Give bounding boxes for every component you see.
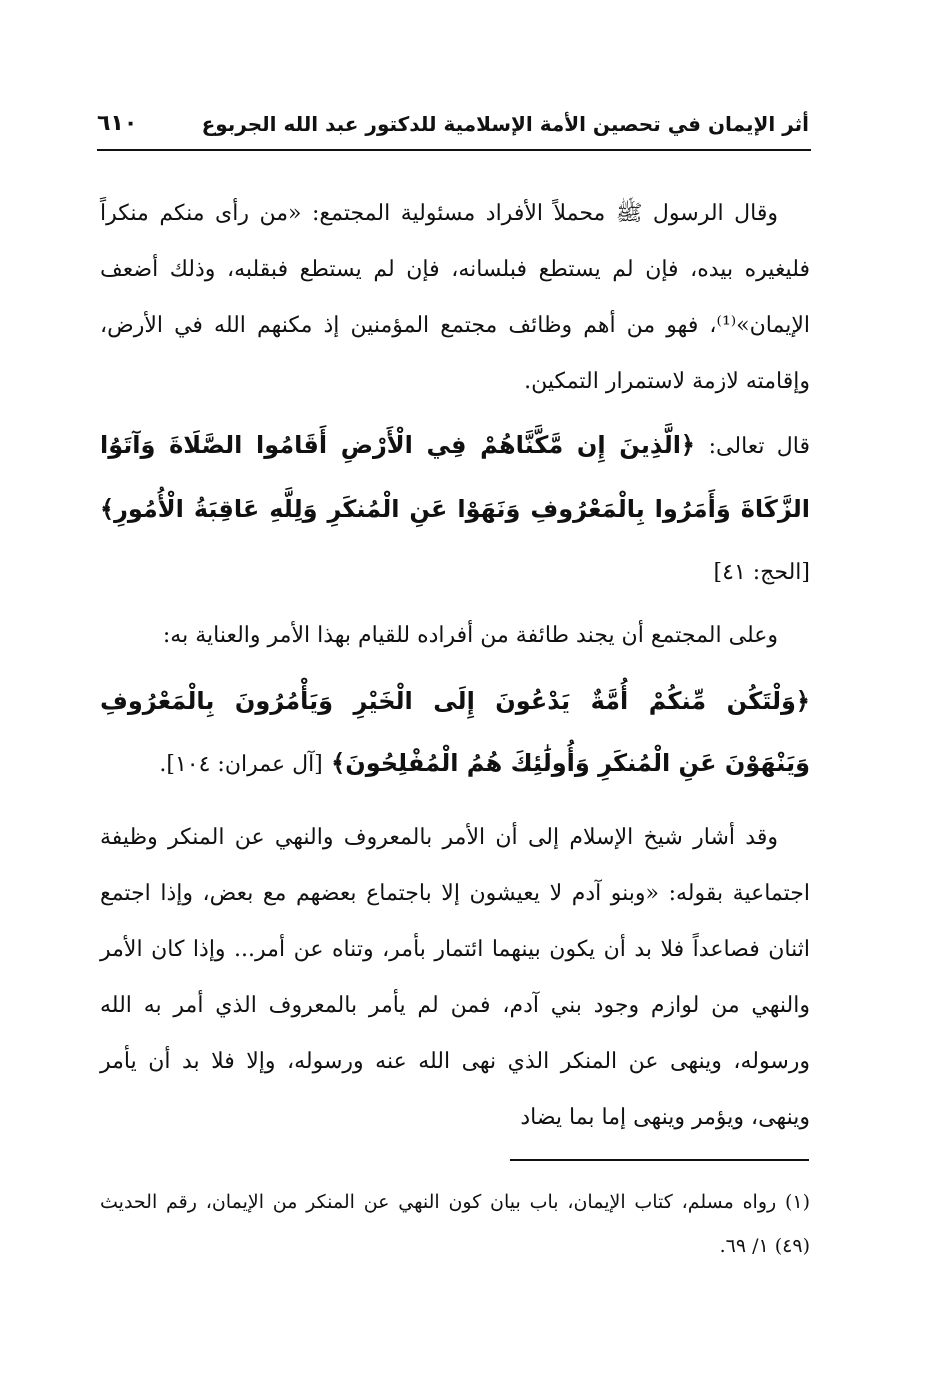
page-number: ٦١٠: [97, 111, 138, 136]
quran-verse-al-imran: [100, 670, 810, 796]
paragraph-community-duty: وعلى المجتمع أن يجند طائفة من أفراده للقيام بهذا الأمر والعناية به:: [162, 623, 778, 648]
verse-reference: [الحج: ٤١]: [713, 560, 810, 585]
paragraph-ibn-taymiyyah: وقد أشار شيخ الإسلام إلى أن الأمر بالمعروف والنهي عن المنكر وظيفة اجتماعية بقوله: «وبنو آدم لا يعيشون إلا باجتماع بعضهم مع بعض، وإذا اجتمع اثنان فصاعداً فلا بد أن يكون بينهما ائتمار بأمر، وتناه عن أمر... وإذا كان الأمر والنهي من لوازم وجود بني آدم، فمن لم يأمر بالمعروف الذي أمر به الله ورسوله، وينهى عن المنكر الذي نهى الله عنه ورسوله، وإلا فلا بد أن يأمر وينهى، ويؤمر وينهى إما بما يضاد: [100, 825, 810, 1130]
verse-reference: [آل عمران: ١٠٤].: [159, 752, 323, 777]
verse-text: ﴿وَلْتَكُن مِّنكُمْ أُمَّةٌ يَدْعُونَ إِلَى الْخَيْرِ وَيَأْمُرُونَ بِالْمَعْرُوفِ وَيَنْهَوْنَ عَنِ الْمُنكَرِ وَأُولَٰئِكَ هُمُ الْمُفْلِحُونَ﴾: [100, 687, 810, 777]
header-divider: [97, 149, 811, 151]
footnote: (١) رواه مسلم، كتاب الإيمان، باب بيان كون النهي عن المنكر من الإيمان، رقم الحديث (٤٩) ١/ ٦٩.: [100, 1191, 810, 1257]
footnote-divider: [510, 1159, 809, 1161]
main-text: [100, 186, 810, 1146]
running-header: [97, 108, 809, 148]
paragraph-hadith: وقال الرسول ﷺ محملاً الأفراد مسئولية المجتمع: «من رأى منكم منكراً فليغيره بيده، فإن لم يستطع فبلسانه، فإن لم يستطع فبقلبه، وذلك أضعف الإيمان»⁽¹⁾، فهو من أهم وظائف مجتمع المؤمنين إذ مكنهم الله في الأرض، وإقامته لازمة لاستمرار التمكين.: [100, 201, 810, 394]
verse-text: ﴿الَّذِينَ إِن مَّكَّنَّاهُمْ فِي الْأَرْضِ أَقَامُوا الصَّلَاةَ وَآتَوُا الزَّكَاةَ وَأَمَرُوا بِالْمَعْرُوفِ وَنَهَوْا عَنِ الْمُنكَرِ وَلِلَّهِ عَاقِبَةُ الْأُمُورِ﴾: [100, 431, 810, 523]
quran-verse-hajj: [100, 414, 810, 604]
running-header-title: أثر الإيمان في تحصين الأمة الإسلامية للدكتور عبد الله الجربوع: [201, 112, 809, 136]
verse-intro: قال تعالى:: [708, 434, 811, 459]
